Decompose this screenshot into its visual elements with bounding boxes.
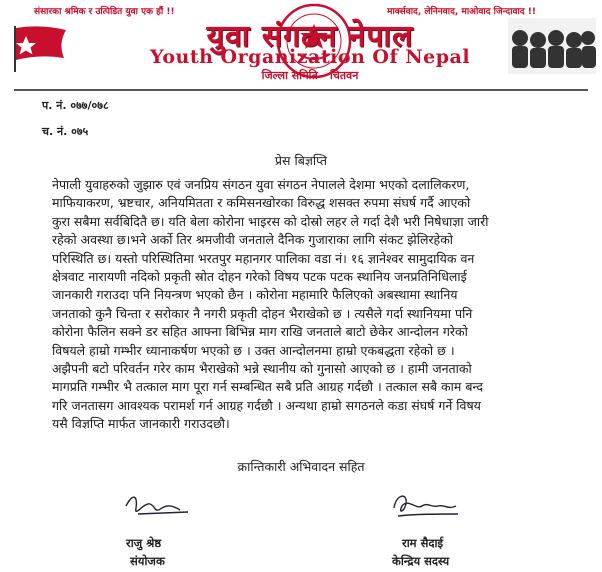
signature-right (386, 484, 466, 524)
body-line: गरि जनतासग आवश्यक परामर्श गर्न आग्रह गर्दछौ । अन्यथा हाम्रो सगठनले कडा संघर्ष गर्ने विषय (52, 397, 481, 413)
letterhead-divider (14, 89, 588, 91)
body-line: नेपाली युवाहरुको जुझारु एवं जनप्रिय संगठन युवा संगठन नेपालले देशमा भएको दलालिकरण, (52, 177, 470, 192)
signer-role-left: संयोजक (130, 554, 165, 568)
document-body (52, 176, 580, 434)
leaders-portrait-icon (508, 18, 596, 74)
body-line: अझैपनी बटो परिवर्तन गरेर काम भैराखेको भन्ने स्थानीय को गुनासो आएको छ । हामी जनताको (52, 361, 472, 377)
document-title: प्रेस बिज्ञप्ति (274, 153, 328, 168)
slogan-right: मार्क्सवाद, लेनिनवाद, माओवाद जिन्दावाद !! (387, 7, 536, 17)
signer-name-left: राजु श्रेष्ठ (126, 536, 162, 550)
body-line: परिस्थिति छ। यस्तो परिस्थितिमा भरतपुर महानगर पालिका वडा नं। १६ ज्ञानेश्वर सामुदायिक वन (52, 250, 475, 266)
signer-role-right: केन्द्रिय सदस्य (392, 554, 450, 568)
body-line: जानकारी गराउदा पनि नियन्त्रण भएको छैन । कोरोना महामारि फैलिएको अबस्थामा स्थानिय (52, 287, 458, 303)
chalani-number: च. नं. ०७५ (42, 125, 89, 138)
letterhead (0, 0, 602, 88)
body-line: मागप्रति गम्भीर भै तत्काल माग पूरा गर्न सम्बन्धित सबै प्रति आग्रह गर्दछौ । तत्काल सबै काम बन्द (52, 379, 483, 395)
body-line: रहेको अवस्था छ।भने अर्को तिर श्रमजीवी जनताले दैनिक गुजाराका लागि संकट झेलिरहेको (52, 232, 454, 248)
signature-left (118, 484, 198, 524)
closing-greeting: क्रान्तिकारी अभिवादन सहित (237, 459, 365, 474)
body-line: माफियाकरण, भ्रष्टचार, अनियमितता र कमिसनखोरका विरुद्ध शसक्त रुपमा संघर्ष गर्दै आएको (52, 195, 471, 211)
organization-name-english: Youth Organization Of Nepal (149, 46, 471, 68)
body-line: विषयले हाम्रो गम्भीर ध्यानाकर्षण भएको छ । उक्त आन्दोलनमा हाम्रो एकबद्धता रहेको छ । (52, 342, 455, 358)
body-line: कुरा सबैमा सर्वबिदितै छ। यति बेला कोरोना भाइरस को दोस्रो लहर ले गर्दा देशै भरी निषेधाज्ञा जारी (52, 213, 489, 229)
body-line: क्षेत्रवाट नारायणी नदिको प्रकृती स्रोत दोहन गरेको विषय पटक पटक स्थानिय जनप्रतिनिधिलाई (52, 269, 467, 285)
organization-unit: जिल्ला समिति - चितवन (261, 69, 359, 82)
slogan-left: संसारका श्रमिक र उत्पिडित युवा एक हौं !! (34, 7, 175, 17)
organization-name-nepali: युवा संगठन नेपाल (206, 19, 414, 54)
patra-number: प. नं. ०७७/०७८ (42, 99, 109, 112)
body-line: जनताको कुनै चिन्ता र सरोकार नै नगरी प्रकृती दोहन भैराखेको छ । त्यसैले गर्दा स्थानियमा पनि (52, 305, 473, 321)
party-flag-icon (12, 24, 68, 72)
body-line: कोरोना फैलिन सक्ने डर सहित आफ्ना बिभिन्न माग राखि जनताले बाटो छेकेर आन्दोलन गरेको (52, 324, 468, 340)
signer-name-right: राम सैदाई (402, 536, 444, 550)
body-line: यसै विज्ञप्ति मार्फत जानकारी गराउदछौ। (52, 416, 230, 432)
